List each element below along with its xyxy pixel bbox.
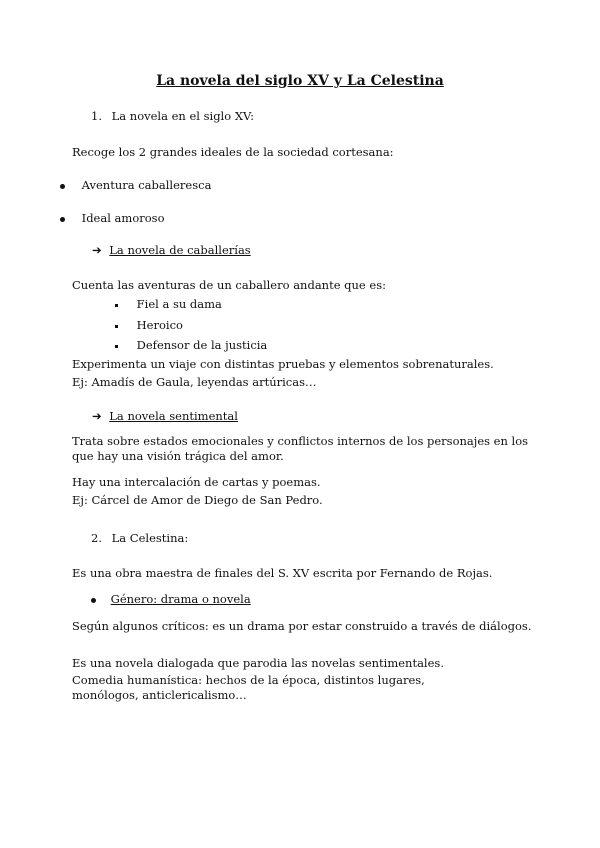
trait-label: Defensor de la justicia (136, 338, 268, 352)
section-1-heading (91, 109, 254, 124)
subheading-label: La novela de caballerías (109, 243, 251, 257)
square-bullet-icon (115, 325, 118, 328)
section-2-heading (91, 531, 188, 546)
genre-heading (91, 592, 251, 607)
critics-line: Según algunos críticos: es un drama por estar construido a través de diálogos. (72, 619, 532, 633)
sentimental-line-1: Hay una intercalación de cartas y poemas. (72, 475, 321, 489)
section-1-intro: Recoge los 2 grandes ideales de la sociedad cortesana: (72, 145, 394, 159)
caballerias-line-2: Ej: Amadís de Gaula, leyendas artúricas… (72, 375, 317, 389)
page-title: La novela del siglo XV y La Celestina (156, 73, 444, 89)
caballerias-line-1: Experimenta un viaje con distintas pruebas y elementos sobrenaturales. (72, 357, 494, 371)
section-2-title: La Celestina: (111, 531, 189, 545)
section-2-number: 2. (91, 531, 102, 545)
subheading-sentimental (92, 409, 238, 424)
genre-heading-label: Género: drama o novela (110, 592, 251, 606)
ideal-label: Ideal amoroso (81, 211, 165, 225)
ideal-label: Aventura caballeresca (81, 178, 212, 192)
bullet-icon (91, 598, 96, 603)
list-item (115, 338, 267, 353)
square-bullet-icon (115, 304, 118, 307)
novela-line: Es una novela dialogada que parodia las novelas sentimentales. (72, 656, 444, 670)
arrow-icon: ➔ (92, 409, 102, 423)
bullet-icon (60, 184, 65, 189)
sentimental-paragraph: Trata sobre estados emocionales y conflictos internos de los personajes en los que hay una visión trágica del amor. (72, 434, 529, 463)
comedia-paragraph: Comedia humanística: hechos de la época, distintos lugares, monólogos, anticlericalismo… (72, 673, 425, 702)
section-2-intro: Es una obra maestra de finales del S. XV escrita por Fernando de Rojas. (72, 566, 493, 580)
caballerias-intro: Cuenta las aventuras de un caballero andante que es: (72, 278, 386, 292)
list-item (115, 297, 222, 312)
section-1-title: La novela en el siglo XV: (111, 109, 255, 123)
arrow-icon: ➔ (92, 243, 102, 257)
trait-label: Heroico (136, 318, 183, 332)
trait-label: Fiel a su dama (136, 297, 222, 311)
square-bullet-icon (115, 345, 118, 348)
subheading-caballerias (92, 243, 251, 258)
list-item (60, 211, 165, 226)
sentimental-line-2: Ej: Cárcel de Amor de Diego de San Pedro. (72, 493, 323, 507)
list-item (115, 318, 183, 333)
list-item (60, 178, 211, 193)
section-1-number: 1. (91, 109, 102, 123)
bullet-icon (60, 217, 65, 222)
subheading-label: La novela sentimental (109, 409, 238, 423)
